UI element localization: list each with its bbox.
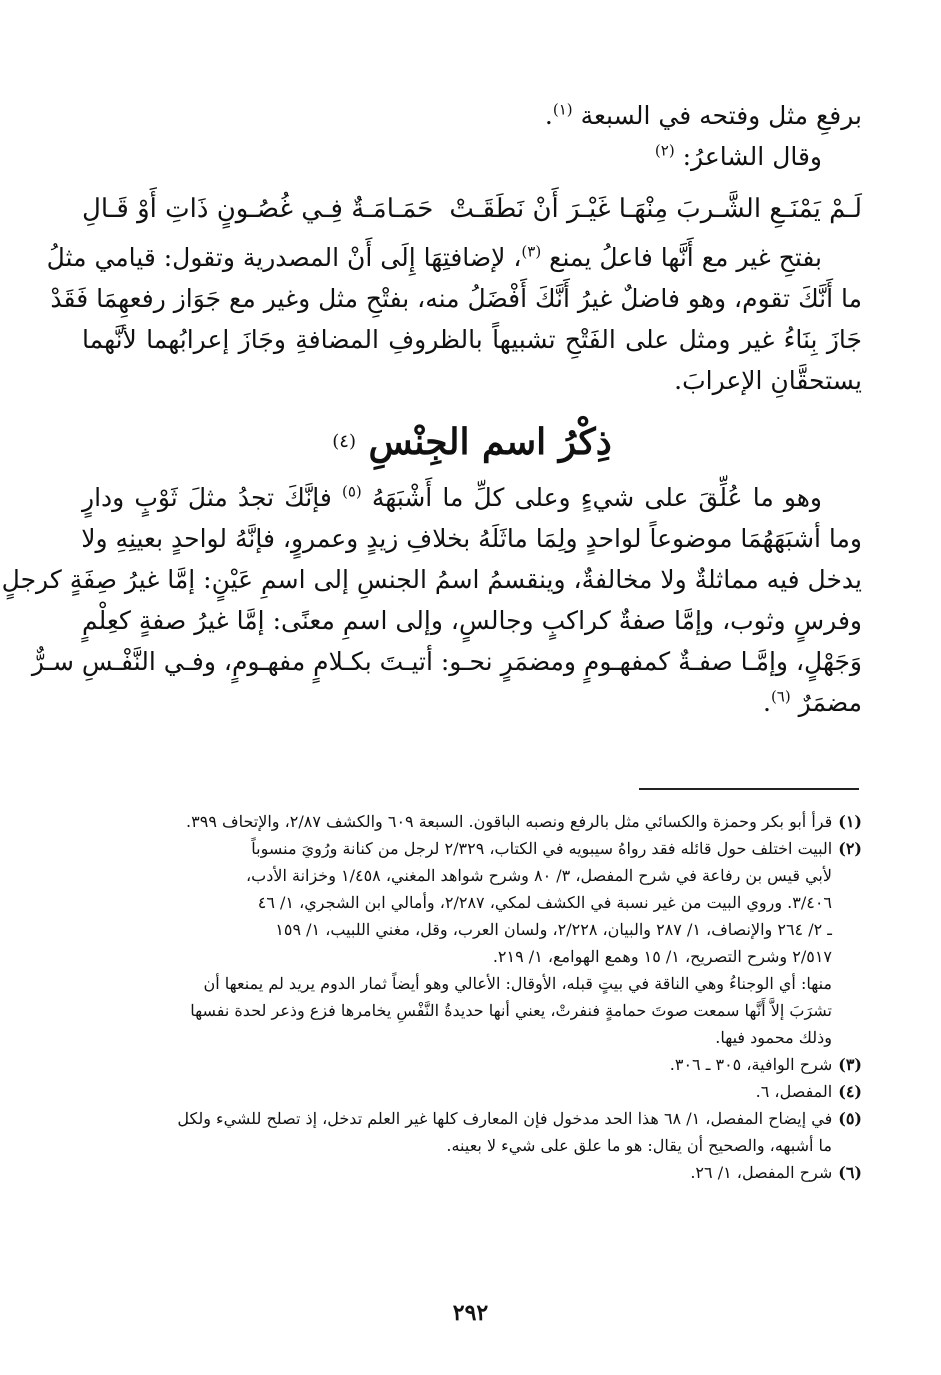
text-line: جَازَ بِنَاءُ غير ومثل على الفَتْحِ تشبيهاً بالظروفِ المضافةِ وجَازَ إعرابُهما لأنَّهما bbox=[82, 325, 862, 354]
footnote-ref[interactable]: (٣) bbox=[521, 242, 542, 261]
footnote-number: (٣) bbox=[838, 1055, 862, 1074]
text-line: مضمَرٌ $^{(٦)}$. bbox=[762, 687, 862, 717]
footnote-2: (٢)البيت اختلف حول قائله فقد رواهُ سيبويه في الكتاب، ٢/٣٢٩ لرجل من كنانة ورُويَ منسوباً لأبي قيس بن رفاعة في شرح المفصل، ٣/ ٨٠ وشرح شواهد المغني، ١/٤٥٨ وخزانة الأدب، ٣/٤٠٦. وروي البيت من غير نسبة في الكشف لمكي، ٢/٢٨٧، وأمالي ابن الشجري، ١/ ٤٦ ـ ٢/ ٢٦٤ والإنصاف، ١/ ٢٨٧ والبيان، ٢/٢٢٨، ولسان العرب، وقل، مغني اللبيب، ١/ ١٥٩ ٢/٥١٧ وشرح التصريح، ١/ ١٥ وهمع الهوامع، ١/ ٢١٩. منها: أي الوجناءُ وهي الناقة في بيتٍ قبله، الأوقال: الأعالي وهو أيضاً ثمار الدوم يريد لم يمنعها أن تشرَبَ إلاَّ أَنَّها سمعت صوتَ حمامةٍ فنفرتْ، يعني أنها حديدةُ النَّفْسِ يخامرها فزع وذعر لحدة نفسها وذلك محمود فيها. bbox=[190, 839, 862, 1047]
footnote-ref[interactable]: (٦) bbox=[770, 687, 791, 706]
footnote-number: (٦) bbox=[838, 1163, 862, 1182]
footnote-number: (٢) bbox=[838, 839, 862, 858]
text-line: وَجَهْلٍ، وإمَّـا صفـةٌ كمفهـومٍ ومضمَرٍ نحـو: أتيـتَ بكـلامٍ مفهـومٍ، وفـي النَّفْـسِ سـرٌّ bbox=[31, 647, 862, 676]
verse-first-hemistich: لَـمْ يَمْنَـعِ الشَّـربَ مِنْهَـا غَيْـرَ أَنْ نَطَقَـتْ bbox=[449, 194, 862, 224]
footnote-1: (١)قرأ أبو بكر وحمزة والكسائي مثل بالرفع ونصبه الباقون. السبعة ٦٠٩ والكشف ٢/٨٧، والإتحاف ٣٩٩. bbox=[186, 812, 862, 831]
footnote-ref[interactable]: (٤) bbox=[332, 431, 356, 452]
footnote-number: (٥) bbox=[838, 1109, 862, 1128]
page-number: ٢٩٢ bbox=[452, 1300, 489, 1326]
footnote-5: (٥)في إيضاح المفصل، ١/ ٦٨ هذا الحد مدخول فإن المعارف كلها غير العلم تدخل، إذ تصلح للشيء ولكل ما أشبهه، والصحيح أن يقال: هو ما علق على شيء لا بعينه. bbox=[177, 1109, 862, 1155]
footnote-6: (٦)شرح المفصل، ١/ ٢٦. bbox=[690, 1163, 862, 1182]
text-line: برفعِ مثل وفتحه في السبعة $^{(١)}$. bbox=[544, 100, 862, 130]
footnote-divider bbox=[639, 788, 859, 790]
text-line: يستحقَّانِ الإعرابَ. bbox=[674, 366, 862, 395]
verse-second-hemistich: حَمَـامَـةٌ فِـي غُصُـونٍ ذَاتِ أَوْ قَـالِ bbox=[82, 194, 434, 224]
footnotes bbox=[82, 808, 862, 1186]
text-line: بفتحِ غير مع أَنَّها فاعلُ يمنع $^{(٣)}$، لإضافتِهَا إِلَى أَنْ المصدرية وتقول: قيامي مثلُ bbox=[46, 242, 822, 272]
footnote-ref[interactable]: (٥) bbox=[341, 482, 362, 501]
footnote-4: (٤)المفصل، ٦. bbox=[755, 1082, 862, 1101]
poetry-verse bbox=[82, 187, 862, 231]
footnote-3: (٣)شرح الوافية، ٣٠٥ ـ ٣٠٦. bbox=[669, 1055, 862, 1074]
footnote-ref[interactable]: (١) bbox=[552, 100, 573, 119]
text-line: ما أَنَّكَ تقوم، وهو فاضلٌ غيرُ أَنَّكَ أَفْضَلُ منه، بفتْحِ مثل وغير مع جَوَاز رفعهِمَا فَقَدْ bbox=[50, 284, 862, 313]
text-line: يدخل فيه مماثلةٌ ولا مخالفةٌ، وينقسمُ اسمُ الجنسِ إلى اسمِ عَيْنٍ: إمَّا غيرُ صِفَةٍ كرجلٍ bbox=[1, 565, 862, 594]
section-heading: ذِكْرُ اسم الجِنْسِ $^{(٤)}$ bbox=[332, 421, 612, 463]
text-line: وقال الشاعرُ: $^{(٢)}$ bbox=[654, 141, 822, 171]
text-line: وما أشبَهَهُمَا موضوعاً لواحدٍ ولِمَا ماثَلَهُ بخلافِ زيدٍ وعمروٍ، فإنَّهُ لواحدٍ بعينِهِ ولا bbox=[81, 524, 862, 553]
text-line: وفرسٍ وثوب، وإمَّا صفةٌ كراكبٍ وجالسٍ، وإلى اسمِ معنًى: إمَّا غيرُ صفةٍ كعِلْمٍ bbox=[82, 606, 862, 635]
main-text bbox=[1, 95, 862, 723]
footnote-ref[interactable]: (٢) bbox=[654, 141, 675, 160]
footnote-number: (١) bbox=[838, 812, 862, 831]
text-line: وهو ما عُلِّقَ على شيءٍ وعلى كلِّ ما أَشْبَهَهُ $^{(٥)}$ فإنَّكَ تجدُ مثلَ ثَوْبٍ ودارٍ bbox=[82, 482, 823, 512]
footnote-number: (٤) bbox=[838, 1082, 862, 1101]
